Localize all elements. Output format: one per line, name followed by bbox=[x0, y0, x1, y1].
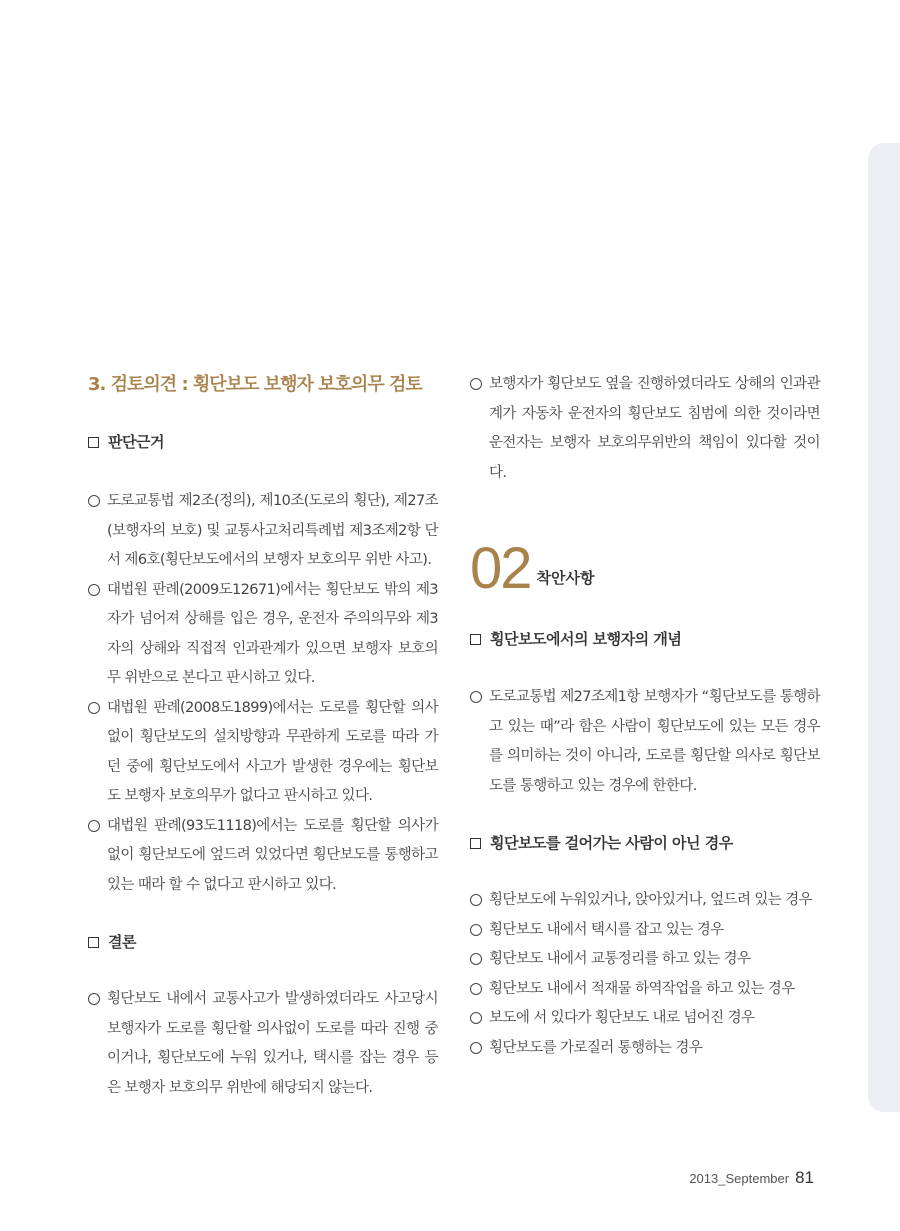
side-tab bbox=[868, 143, 900, 1112]
not-walker-heading bbox=[470, 828, 820, 858]
conclusion-heading bbox=[88, 927, 438, 957]
basis-heading-text: 판단근거 bbox=[108, 433, 164, 451]
circle-bullet-icon bbox=[470, 1012, 482, 1024]
square-bullet-icon bbox=[470, 634, 481, 645]
left-column bbox=[88, 370, 438, 1103]
circle-bullet-icon bbox=[88, 993, 100, 1005]
conclusion-heading-text: 결론 bbox=[108, 933, 136, 951]
list-item: 대법원 판례(93도1118)에서는 도로를 횡단할 의사가 없이 횡단보도에 엎드려 있었다면 횡단보도를 통행하고 있는 때라 할 수 없다고 판시하고 있다. bbox=[88, 812, 438, 901]
conclusion-list bbox=[88, 985, 438, 1103]
page-number: 81 bbox=[795, 1168, 814, 1187]
not-walker-list bbox=[470, 886, 820, 1063]
issue-label: 2013_September bbox=[689, 1171, 790, 1186]
list-item: 횡단보도 내에서 교통사고가 발생하였더라도 사고당시 보행자가 도로를 횡단할 의사없이 도로를 따라 진행 중이거나, 횡단보도에 누워 있거나, 택시를 잡는 경우 등은 보행자 보호의무 위반에 해당되지 않는다. bbox=[88, 985, 438, 1103]
list-item: 도로교통법 제27조제1항 보행자가 “횡단보도를 통행하고 있는 때”라 함은 사람이 횡단보도에 있는 모든 경우를 의미하는 것이 아니라, 도로를 횡단할 의사로 횡단보도를 통행하고 있는 경우에 한한다. bbox=[470, 683, 820, 801]
circle-bullet-icon bbox=[88, 584, 100, 596]
page-footer bbox=[689, 1168, 814, 1188]
top-list bbox=[470, 370, 820, 488]
concept-heading-text: 횡단보도에서의 보행자의 개념 bbox=[490, 630, 682, 648]
circle-bullet-icon bbox=[470, 983, 482, 995]
section-number-label: 착안사항 bbox=[536, 569, 595, 587]
basis-heading bbox=[88, 427, 438, 457]
list-item: 횡단보도 내에서 교통정리를 하고 있는 경우 bbox=[470, 945, 820, 975]
list-item: 대법원 판례(2008도1899)에서는 도로를 횡단할 의사없이 횡단보도의 설치방향과 무관하게 도로를 따라 가던 중에 횡단보도에서 사고가 발생한 경우에는 횡단보도 보행자 보호의무가 없다고 판시하고 있다. bbox=[88, 694, 438, 812]
circle-bullet-icon bbox=[470, 894, 482, 906]
list-item: 보도에 서 있다가 횡단보도 내로 넘어진 경우 bbox=[470, 1004, 820, 1034]
circle-bullet-icon bbox=[88, 702, 100, 714]
section-title: 3. 검토의견 : 횡단보도 보행자 보호의무 검토 bbox=[88, 374, 422, 395]
circle-bullet-icon bbox=[470, 691, 482, 703]
circle-bullet-icon bbox=[470, 378, 482, 390]
circle-bullet-icon bbox=[88, 820, 100, 832]
list-item: 보행자가 횡단보도 옆을 진행하였더라도 상해의 인과관계가 자동차 운전자의 횡단보도 침범에 의한 것이라면 운전자는 보행자 보호의무위반의 책임이 있다할 것이다. bbox=[470, 370, 820, 488]
list-item: 횡단보도 내에서 적재물 하역작업을 하고 있는 경우 bbox=[470, 975, 820, 1005]
list-item: 횡단보도 내에서 택시를 잡고 있는 경우 bbox=[470, 916, 820, 946]
list-item: 횡단보도에 누워있거나, 앉아있거나, 엎드려 있는 경우 bbox=[470, 886, 820, 916]
section-number: 02 bbox=[470, 536, 531, 601]
circle-bullet-icon bbox=[470, 924, 482, 936]
list-item: 대법원 판례(2009도12671)에서는 횡단보도 밖의 제3자가 넘어져 상해를 입은 경우, 운전자 주의의무와 제3자의 상해와 직접적 인과관계가 있으면 보행자 보호의무 위반으로 본다고 판시하고 있다. bbox=[88, 576, 438, 694]
circle-bullet-icon bbox=[470, 1042, 482, 1054]
right-column bbox=[470, 370, 820, 1063]
not-walker-heading-text: 횡단보도를 걸어가는 사람이 아닌 경우 bbox=[490, 834, 733, 852]
concept-heading bbox=[470, 624, 820, 654]
basis-list bbox=[88, 487, 438, 900]
square-bullet-icon bbox=[88, 437, 99, 448]
square-bullet-icon bbox=[88, 937, 99, 948]
concept-list bbox=[470, 683, 820, 801]
list-item: 횡단보도를 가로질러 통행하는 경우 bbox=[470, 1034, 820, 1064]
section-number-block bbox=[470, 534, 820, 601]
circle-bullet-icon bbox=[470, 953, 482, 965]
square-bullet-icon bbox=[470, 838, 481, 849]
list-item: 도로교통법 제2조(정의), 제10조(도로의 횡단), 제27조(보행자의 보호) 및 교통사고처리특례법 제3조제2항 단서 제6호(횡단보도에서의 보행자 보호의무 위반 사고). bbox=[88, 487, 438, 576]
circle-bullet-icon bbox=[88, 495, 100, 507]
